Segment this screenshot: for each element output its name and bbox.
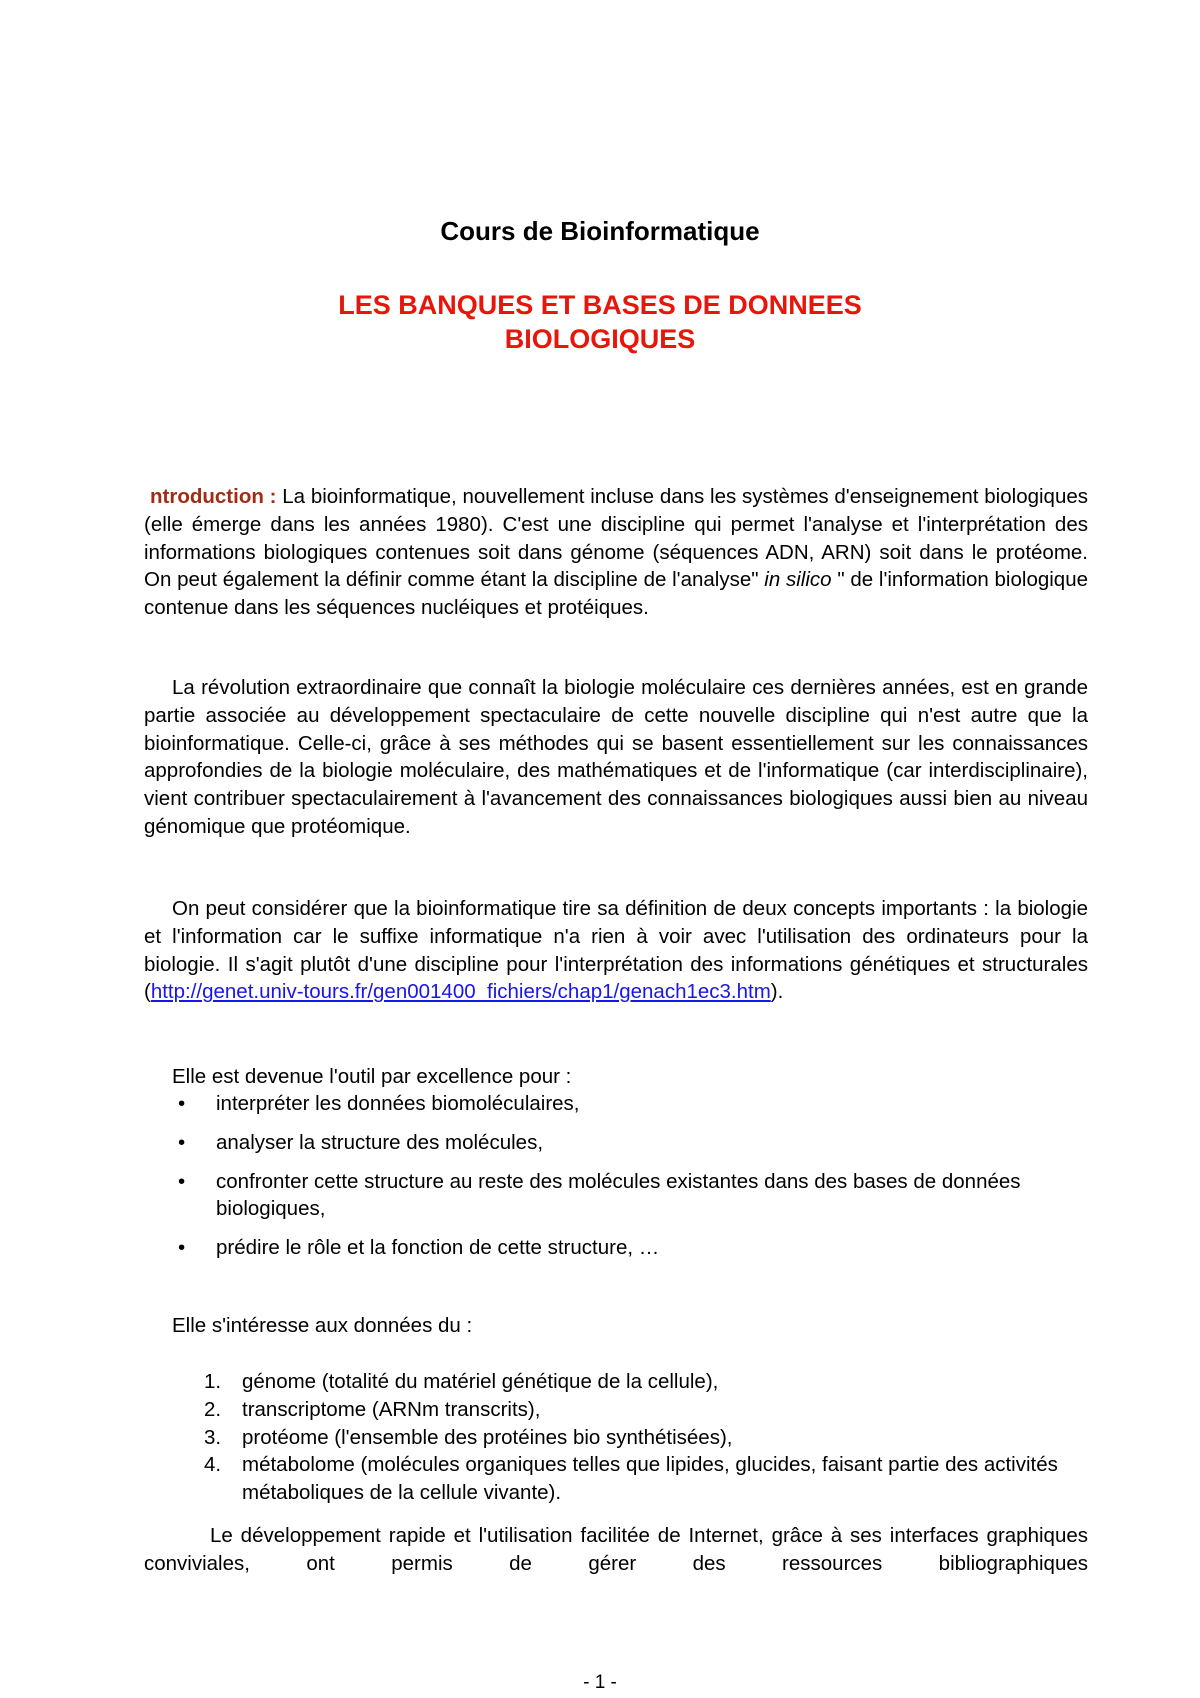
list-number: 4. bbox=[204, 1453, 222, 1477]
main-title-line2: BIOLOGIQUES bbox=[504, 324, 696, 354]
list-item: 2. transcriptome (ARNm transcrits), bbox=[144, 1396, 1088, 1424]
definition-text: On peut considérer que la bioinformatique tire sa définition de deux concepts importants : la biologie et l'information car le suffixe informatique n'a rien à voir avec l'utilisation des ordinateurs pour la biologie. Il s'agit plutôt d'une discipline pour l'interprétation des informations génétiques et structurales ( bbox=[144, 897, 1088, 1004]
definition-text-end: ). bbox=[770, 980, 784, 1004]
numbered-list bbox=[144, 1368, 1088, 1507]
bullet-icon: • bbox=[178, 1169, 186, 1193]
interest-intro: Elle s'intéresse aux données du : bbox=[172, 1314, 473, 1337]
bullet-icon: • bbox=[178, 1236, 186, 1260]
paragraph-internet: Le développement rapide et l'utilisation facilitée de Internet, grâce à ses interfaces graphiques conviviales, ont permis de gérer des ressources bibliographiques bbox=[144, 1524, 1088, 1575]
tool-intro: Elle est devenue l'outil par excellence pour : bbox=[172, 1065, 572, 1088]
list-number: 2. bbox=[204, 1397, 222, 1421]
list-item: • confronter cette structure au reste des molécules existantes dans des bases de données biologiques, bbox=[178, 1169, 1021, 1221]
intro-text-end: " de l'information biologique contenue dans les séquences nucléiques et protéiques. bbox=[144, 568, 1088, 620]
paragraph-revolution: La révolution extraordinaire que connaît la biologie moléculaire ces dernières années, est en grande partie associée au développement spectaculaire de cette nouvelle discipline qui n'est autre que la bioinformatique. Celle-ci, grâce à ses méthodes qui se basent essentiellement sur les connaissances approfondies de la biologie moléculaire, des mathématiques et de l'informatique (car interdisciplinaire), vient contribuer spectaculairement à l'avancement des connaissances biologiques aussi bien au niveau génomique que protéomique. bbox=[144, 676, 1088, 838]
list-item: • analyser la structure des molécules, bbox=[144, 1129, 1088, 1157]
list-item: 1. génome (totalité du matériel génétique de la cellule), bbox=[144, 1368, 1088, 1396]
list-item: • interpréter les données biomoléculaires, bbox=[144, 1090, 1088, 1118]
list-item: • prédire le rôle et la fonction de cette structure, … bbox=[144, 1234, 1088, 1262]
main-title bbox=[0, 288, 1200, 356]
course-title: Cours de Bioinformatique bbox=[440, 216, 760, 246]
bullet-icon: • bbox=[178, 1092, 186, 1115]
reference-link[interactable]: http://genet.univ-tours.fr/gen001400_fichiers/chap1/genach1ec3.htm bbox=[150, 980, 771, 1004]
list-number: 1. bbox=[204, 1370, 222, 1393]
paragraph-definition bbox=[144, 895, 1088, 1006]
list-number: 3. bbox=[204, 1425, 222, 1449]
page-number: - 1 - bbox=[583, 1672, 617, 1693]
intro-text: La bioinformatique, nouvellement incluse dans les systèmes d'enseignement biologiques (elle émerge dans les années 1980). C'est une discipline qui permet l'analyse et l'interprétation des informations biologiques contenues soit dans génome (séquences ADN, ARN) soit dans le protéome. On peut également la définir comme étant la discipline de l'analyse" bbox=[144, 485, 1089, 592]
main-title-line1: LES BANQUES ET BASES DE DONNEES bbox=[338, 290, 862, 320]
bullet-list bbox=[144, 1090, 1088, 1273]
list-item: 4. métabolome (molécules organiques telles que lipides, glucides, faisant partie des activités métaboliques de la cellule vivante). bbox=[204, 1453, 1058, 1505]
intro-paragraph bbox=[144, 483, 1088, 622]
intro-italic: in silico bbox=[764, 568, 832, 592]
bullet-icon: • bbox=[178, 1130, 186, 1154]
intro-label: ntroduction : bbox=[150, 485, 277, 508]
list-item: 3. protéome (l'ensemble des protéines bio synthétisées), bbox=[144, 1424, 1088, 1452]
